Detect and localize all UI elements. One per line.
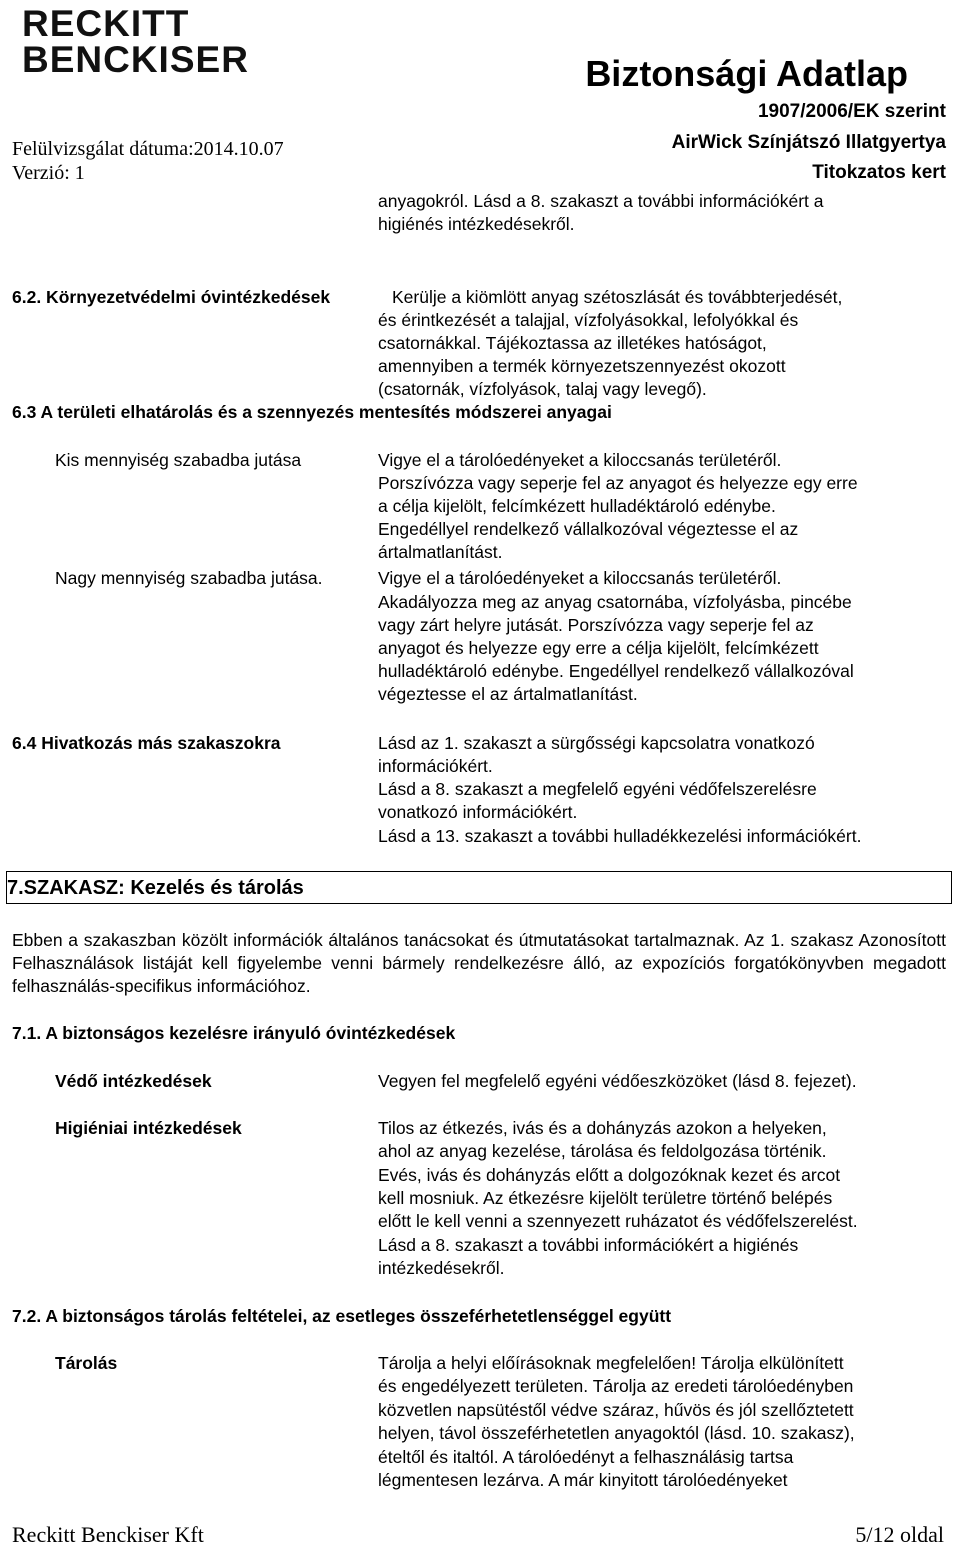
- logo-line-2: BENCKISER: [22, 39, 249, 80]
- section-6-2-line: amennyiben a termék környezetszennyezést okozott: [378, 356, 786, 376]
- logo-line-1: RECKITT: [22, 3, 190, 44]
- storage-line: helyen, távol összeférhetetlen anyagoktól (lásd. 10. szakasz),: [378, 1423, 855, 1443]
- section-6-4-line: Lásd a 13. szakaszt a további hulladékkezelési információkért.: [378, 826, 862, 846]
- footer-company: Reckitt Benckiser Kft: [12, 1522, 204, 1547]
- hygiene-line: Lásd a 8. szakaszt a további információkért a higiénés: [378, 1235, 799, 1255]
- section-6-4-line: vonatkozó információkért.: [378, 802, 578, 822]
- hygiene-line: intézkedésekről.: [378, 1258, 505, 1278]
- section-7-heading-box: [6, 871, 952, 904]
- section-6-4-line: Lásd a 8. szakaszt a megfelelő egyéni védőfelszerelésre: [378, 779, 817, 799]
- small-spill-label: Kis mennyiség szabadba jutása: [55, 450, 302, 470]
- section-7-2-label: 7.2. A biztonságos tárolás feltételei, az esetleges összeférhetetlenséggel együtt: [12, 1306, 672, 1326]
- section-6-2-line: csatornákkal. Tájékoztassa az illetékes hatóságot,: [378, 333, 767, 353]
- storage-line: és engedélyezett területen. Tárolja az eredeti tárolóedényben: [378, 1376, 854, 1396]
- version: Verzió: 1: [12, 162, 85, 184]
- hygiene-measures-label: Higiéniai intézkedések: [55, 1118, 242, 1138]
- small-spill-line: a célja kijelölt, felcímkézett hulladéktároló edénybe.: [378, 496, 776, 516]
- small-spill-line: Porszívózza vagy seperje fel az anyagot és helyezze egy erre: [378, 473, 858, 493]
- storage-line: közvetlen napsütéstől védve száraz, hűvös és jól szellőztetett: [378, 1400, 854, 1420]
- continued-line-1: anyagokról. Lásd a 8. szakaszt a további információkért a: [378, 191, 824, 211]
- section-7-heading: 7.SZAKASZ: Kezelés és tárolás: [7, 877, 304, 899]
- review-date: Felülvizsgálat dátuma:2014.10.07: [12, 138, 284, 160]
- large-spill-line: végeztesse el az ártalmatlanítást.: [378, 684, 638, 704]
- section-6-4-line: információkért.: [378, 756, 493, 776]
- storage-line: ételtől és italtól. A tárolóedényt a felhasználásig tartsa: [378, 1447, 794, 1467]
- storage-line: Tárolja a helyi előírásoknak megfelelően! Tárolja elkülönített: [378, 1353, 844, 1373]
- hygiene-line: Tilos az étkezés, ivás és a dohányzás azokon a helyeken,: [378, 1118, 827, 1138]
- large-spill-line: Akadályozza meg az anyag csatornába, vízfolyásba, pincébe: [378, 592, 852, 612]
- section-7-1-label: 7.1. A biztonságos kezelésre irányuló óvintézkedések: [12, 1023, 456, 1043]
- hygiene-line: kell mosniuk. Az étkezésre kijelölt területre történő belépés: [378, 1188, 833, 1208]
- hygiene-line: előtt le kell venni a szennyezett ruházatot és védőfelszerelést.: [378, 1211, 858, 1231]
- large-spill-line: hulladéktároló edénybe. Engedéllyel rendelkező vállalkozóval: [378, 661, 854, 681]
- small-spill-line: Engedéllyel rendelkező vállalkozóval végeztesse el az: [378, 519, 799, 539]
- small-spill-line: Vigye el a tárolóedényeket a kiloccsanás területéről.: [378, 450, 782, 470]
- product-variant: Titokzatos kert: [812, 162, 946, 183]
- storage-label: Tárolás: [55, 1353, 118, 1373]
- section-6-4-line: Lásd az 1. szakaszt a sürgősségi kapcsolatra vonatkozó: [378, 733, 815, 753]
- company-logo: [22, 3, 249, 80]
- small-spill-line: ártalmatlanítást.: [378, 542, 503, 562]
- document-title: Biztonsági Adatlap: [585, 53, 908, 94]
- section-7-intro: Ebben a szakaszban közölt információk általános tanácsokat és útmutatásokat tartalmaznak. Az 1. szakasz Azonosított Felhasználások listáját kell figyelembe venni bármely rendelkezésre álló, az expozíciós forgatókönyvben megadott felhasználás-specifikus információhoz.: [12, 930, 946, 996]
- storage-line: légmentesen lezárva. A már kinyitott tárolóedényeket: [378, 1470, 788, 1490]
- product-name: AirWick Színjátszó Illatgyertya: [671, 132, 946, 153]
- section-6-2-line: és érintkezését a talajjal, vízfolyásokkal, lefolyókkal és: [378, 310, 799, 330]
- hygiene-line: ahol az anyag kezelése, tárolása és feldolgozása történik.: [378, 1141, 827, 1161]
- protective-measures-label: Védő intézkedések: [55, 1071, 212, 1091]
- section-6-3-label: 6.3 A területi elhatárolás és a szennyezés mentesítés módszerei anyagai: [12, 402, 612, 422]
- section-6-2-line: Kerülje a kiömlött anyag szétoszlását és továbbterjedését,: [392, 287, 843, 307]
- large-spill-line: Vigye el a tárolóedényeket a kiloccsanás területéről.: [378, 568, 782, 588]
- large-spill-label: Nagy mennyiség szabadba jutása.: [55, 568, 323, 588]
- large-spill-line: anyagot és helyezze egy erre a célja kijelölt, felcímkézett: [378, 638, 819, 658]
- section-6-2-label: 6.2. Környezetvédelmi óvintézkedések: [12, 287, 331, 307]
- footer-page-number: 5/12 oldal: [855, 1522, 944, 1547]
- large-spill-line: vagy zárt helyre jutását. Porszívózza vagy seperje fel az: [378, 615, 814, 635]
- section-6-2-line: (csatornák, vízfolyások, talaj vagy levegő).: [378, 379, 707, 399]
- protective-measures-text: Vegyen fel megfelelő egyéni védőeszközöket (lásd 8. fejezet).: [378, 1071, 857, 1091]
- hygiene-line: Evés, ivás és dohányzás előtt a dolgozóknak kezet és arcot: [378, 1165, 841, 1185]
- regulation: 1907/2006/EK szerint: [757, 101, 946, 122]
- continued-line-2: higiénés intézkedésekről.: [378, 214, 575, 234]
- section-6-4-label: 6.4 Hivatkozás más szakaszokra: [12, 733, 281, 753]
